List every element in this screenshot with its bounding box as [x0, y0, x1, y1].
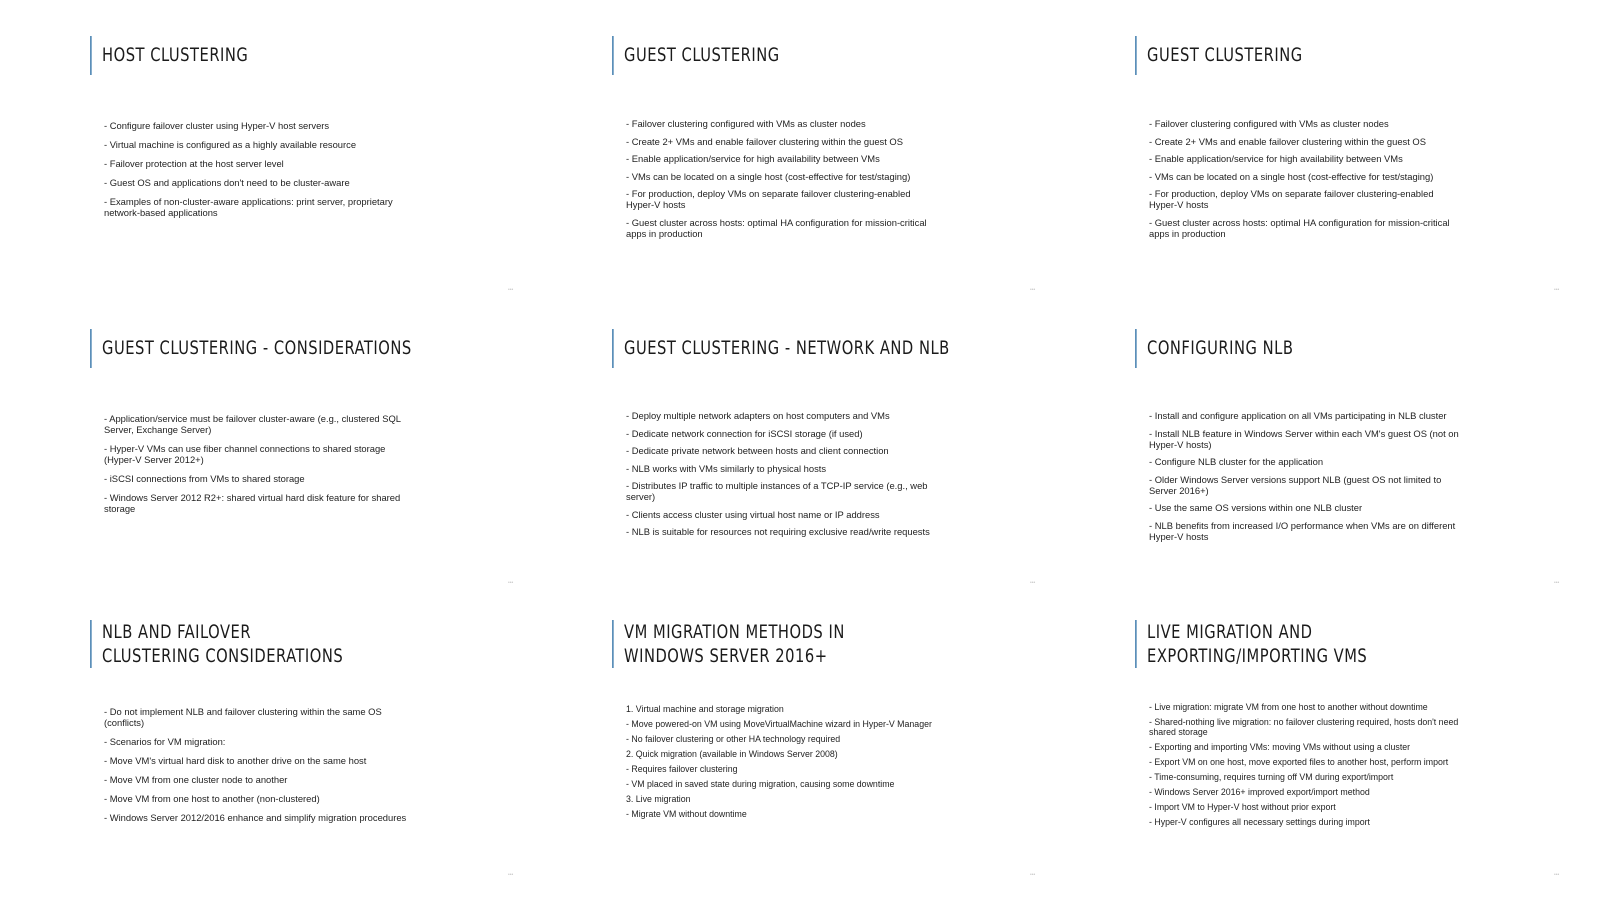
watermark-mark: •••: [508, 872, 514, 878]
slide-title: GUEST CLUSTERING: [612, 36, 973, 75]
list-item: - Guest cluster across hosts: optimal HA configuration for mission-critical apps in production: [626, 216, 927, 239]
slide-title: GUEST CLUSTERING: [1135, 36, 1496, 75]
bullet-list: [626, 410, 936, 544]
list-item: - NLB benefits from increased I/O performance when VMs are on different Hyper-V hosts: [1149, 519, 1456, 542]
list-item: - Do not implement NLB and failover clustering within the same OS (conflicts): [104, 706, 382, 728]
list-item: - Windows Server 2012/2016 enhance and simplify migration procedures: [104, 812, 407, 823]
watermark-mark: •••: [1030, 580, 1036, 586]
slide-9: [1135, 620, 1600, 899]
list-item: 2. Quick migration (available in Windows Server 2008): [626, 749, 838, 759]
list-item: - Application/service must be failover cluster-aware (e.g., clustered SQL Server, Exchange Server): [104, 413, 401, 435]
list-item: - Move VM from one host to another (non-clustered): [104, 793, 320, 804]
watermark-mark: •••: [1554, 580, 1560, 586]
list-item: - iSCSI connections from VMs to shared storage: [104, 473, 305, 484]
bullet-list: [626, 118, 936, 245]
list-item: - Dedicate private network between hosts and client connection: [626, 445, 889, 456]
bullet-list: [1149, 702, 1459, 832]
list-item: - No failover clustering or other HA technology required: [626, 734, 841, 744]
slide-7: [90, 620, 610, 899]
slide-title: GUEST CLUSTERING - CONSIDERATIONS: [90, 329, 451, 368]
slide-3: [1135, 36, 1600, 326]
list-item: - Enable application/service for high availability between VMs: [626, 153, 880, 164]
slide-title: GUEST CLUSTERING - NETWORK AND NLB: [612, 329, 973, 368]
list-item: - Failover clustering configured with VMs as cluster nodes: [626, 118, 866, 129]
bullet-list: [1149, 410, 1459, 548]
list-item: - Guest OS and applications don't need to be cluster-aware: [104, 177, 350, 188]
list-item: - Move VM from one cluster node to another: [104, 774, 288, 785]
list-item: - Live migration: migrate VM from one host to another without downtime: [1149, 702, 1428, 712]
list-item: - Virtual machine is configured as a highly available resource: [104, 139, 357, 150]
list-item: - Windows Server 2016+ improved export/import method: [1149, 787, 1370, 797]
list-item: - Deploy multiple network adapters on host computers and VMs: [626, 410, 890, 421]
list-item: - Exporting and importing VMs: moving VMs without using a cluster: [1149, 742, 1411, 752]
watermark-mark: •••: [508, 580, 514, 586]
slide-1: [90, 36, 610, 326]
list-item: - Windows Server 2012 R2+: shared virtual hard disk feature for shared storage: [104, 492, 401, 514]
slide-5: [612, 329, 1132, 619]
list-item: - Create 2+ VMs and enable failover clustering within the guest OS: [1149, 135, 1426, 147]
watermark-mark: •••: [508, 287, 514, 293]
watermark-mark: •••: [1554, 287, 1560, 293]
slide-6: [1135, 329, 1600, 619]
slide-2: [612, 36, 1132, 326]
list-item: - VMs can be located on a single host (cost-effective for test/staging): [1149, 170, 1434, 182]
list-item: - Older Windows Server versions support NLB (guest OS not limited to Server 2016+): [1149, 473, 1442, 496]
list-item: - Dedicate network connection for iSCSI storage (if used): [626, 427, 863, 439]
list-item: - Import VM to Hyper-V host without prior export: [1149, 802, 1336, 812]
list-item: - Export VM on one host, move exported files to another host, perform import: [1149, 757, 1449, 767]
bullet-list: [104, 413, 414, 522]
list-item: - Requires failover clustering: [626, 764, 738, 774]
list-item: - VMs can be located on a single host (cost-effective for test/staging): [626, 170, 911, 182]
slide-4: [90, 329, 610, 619]
list-item: - Shared-nothing live migration: no failover clustering required, hosts don't need shared storage: [1149, 717, 1459, 737]
bullet-list: [104, 706, 414, 831]
slide-title: CONFIGURING NLB: [1135, 329, 1496, 368]
list-item: - Distributes IP traffic to multiple instances of a TCP-IP service (e.g., web server): [626, 480, 928, 502]
list-item: 3. Live migration: [626, 794, 691, 804]
list-item: - Migrate VM without downtime: [626, 809, 747, 819]
list-item: - Install and configure application on all VMs participating in NLB cluster: [1149, 410, 1447, 421]
list-item: - NLB is suitable for resources not requiring exclusive read/write requests: [626, 526, 930, 537]
slide-title: NLB AND FAILOVER CLUSTERING CONSIDERATIONS: [90, 620, 348, 668]
list-item: - Scenarios for VM migration:: [104, 736, 226, 747]
list-item: - Create 2+ VMs and enable failover clustering within the guest OS: [626, 135, 903, 147]
list-item: - VM placed in saved state during migration, causing some downtime: [626, 779, 895, 789]
list-item: 1. Virtual machine and storage migration: [626, 704, 784, 714]
list-item: - Configure NLB cluster for the application: [1149, 456, 1324, 467]
list-item: - Hyper-V configures all necessary settings during import: [1149, 817, 1370, 827]
slide-8: [612, 620, 1132, 899]
watermark-mark: •••: [1554, 872, 1560, 878]
list-item: - Examples of non-cluster-aware applications: print server, proprietary network-based applications: [104, 196, 393, 218]
bullet-list: [1149, 118, 1459, 245]
list-item: - Install NLB feature in Windows Server within each VM's guest OS (not on Hyper-V hosts): [1149, 427, 1459, 450]
bullet-list: [104, 120, 414, 226]
list-item: - Move VM's virtual hard disk to another drive on the same host: [104, 755, 367, 766]
list-item: - Move powered-on VM using MoveVirtualMachine wizard in Hyper-V Manager: [626, 719, 932, 729]
list-item: - Failover clustering configured with VMs as cluster nodes: [1149, 118, 1389, 129]
list-item: - Enable application/service for high availability between VMs: [1149, 153, 1403, 164]
list-item: - NLB works with VMs similarly to physical hosts: [626, 462, 827, 474]
watermark-mark: •••: [1030, 872, 1036, 878]
watermark-mark: •••: [1030, 287, 1036, 293]
list-item: - Time-consuming, requires turning off VM during export/import: [1149, 772, 1394, 782]
slide-title: VM MIGRATION METHODS IN WINDOWS SERVER 2016+: [612, 620, 904, 668]
list-item: - Hyper-V VMs can use fiber channel connections to shared storage (Hyper-V Server 2012+): [104, 443, 386, 465]
slide-title: LIVE MIGRATION AND EXPORTING/IMPORTING VMS: [1135, 620, 1393, 668]
list-item: - Guest cluster across hosts: optimal HA configuration for mission-critical apps in production: [1149, 216, 1450, 239]
slide-title: HOST CLUSTERING: [90, 36, 451, 75]
list-item: - Configure failover cluster using Hyper-V host servers: [104, 120, 330, 131]
list-item: - Use the same OS versions within one NLB cluster: [1149, 502, 1363, 513]
list-item: - For production, deploy VMs on separate failover clustering-enabled Hyper-V hosts: [1149, 188, 1434, 210]
bullet-list: [626, 704, 936, 824]
list-item: - Failover protection at the host server level: [104, 158, 284, 169]
list-item: - For production, deploy VMs on separate failover clustering-enabled Hyper-V hosts: [626, 188, 911, 210]
list-item: - Clients access cluster using virtual host name or IP address: [626, 508, 880, 520]
